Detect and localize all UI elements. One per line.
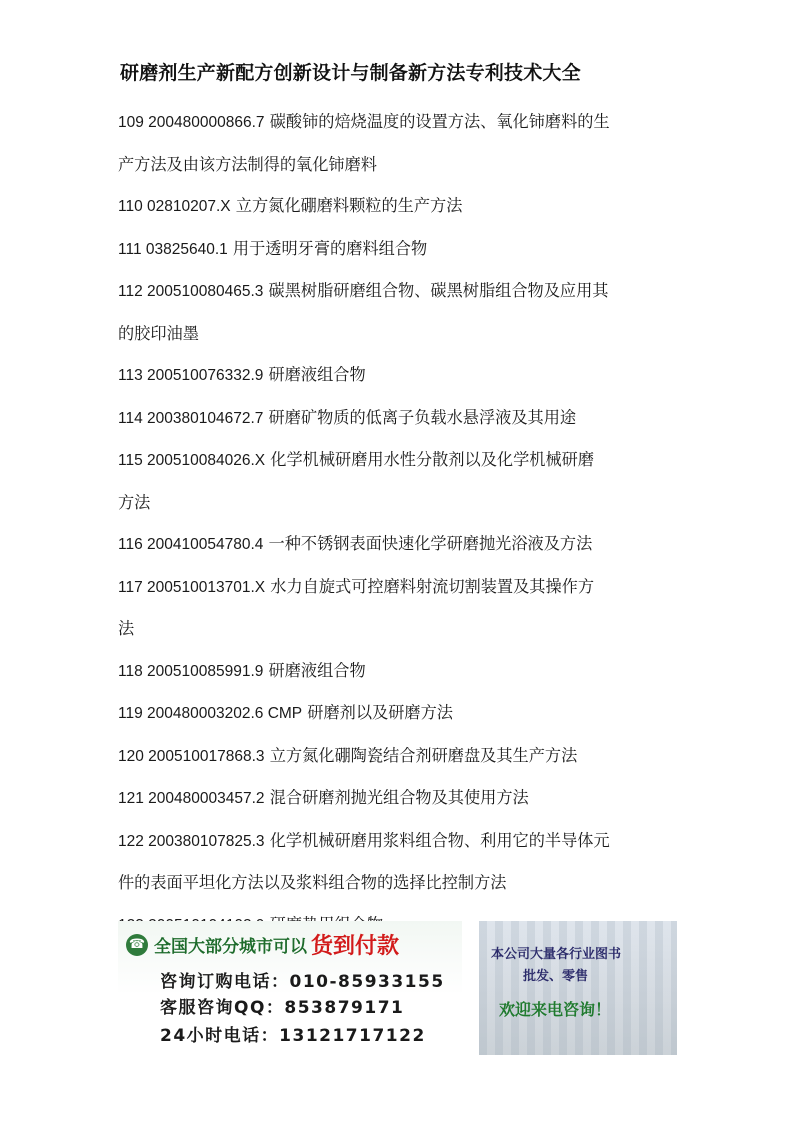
- patent-title: 碳黑树脂研磨组合物、碳黑树脂组合物及应用其: [268, 281, 609, 300]
- hotline: 24小时电话：13121717122: [160, 1026, 426, 1046]
- patent-entry: [118, 101, 684, 144]
- patent-title-continuation: 法: [118, 619, 135, 638]
- patent-title: 研磨剂以及研磨方法: [307, 703, 453, 722]
- patent-entry: [118, 820, 684, 863]
- cod-row: [126, 929, 399, 960]
- cod-strong: 货到付款: [311, 934, 400, 959]
- bookstore-ad-banner: [479, 921, 677, 1055]
- patent-title: 一种不锈钢表面快速化学研磨抛光浴液及方法: [268, 534, 593, 553]
- patent-number: 112 200510080465.3: [118, 283, 264, 300]
- patent-title-continuation: 产方法及由该方法制得的氧化铈磨料: [118, 154, 377, 174]
- patent-entry: [118, 692, 684, 735]
- patent-entry: [118, 777, 684, 820]
- patent-entry: [118, 735, 684, 778]
- patent-entry: [118, 397, 684, 440]
- cod-ad-banner: [118, 921, 462, 1055]
- patent-list: [118, 101, 684, 946]
- page-title: 研磨剂生产新配方创新设计与制备新方法专利技术大全: [120, 62, 581, 84]
- bookstore-line-3: 欢迎来电咨询！: [499, 1000, 612, 1019]
- phone-icon: ☎: [126, 934, 148, 956]
- patent-title: 化学机械研磨用水性分散剂以及化学机械研磨: [270, 450, 595, 469]
- patent-number: 120 200510017868.3: [118, 747, 265, 765]
- patent-number: 121 200480003457.2: [118, 790, 265, 807]
- patent-title: 研磨液组合物: [268, 365, 366, 384]
- patent-number: 111 03825640.1: [118, 240, 228, 258]
- patent-number: 119 200480003202.6 CMP: [118, 705, 303, 722]
- patent-title: 化学机械研磨用浆料组合物、利用它的半导体元: [269, 830, 610, 850]
- patent-number: 115 200510084026.X: [118, 452, 266, 469]
- patent-number: 118 200510085991.9: [118, 662, 264, 680]
- patent-entry: [118, 650, 684, 693]
- patent-title: 用于透明牙膏的磨料组合物: [232, 238, 428, 258]
- patent-title-continuation: 件的表面平坦化方法以及浆料组合物的选择比控制方法: [118, 873, 507, 892]
- patent-number: 116 200410054780.4: [118, 536, 264, 553]
- patent-entry: [118, 439, 684, 482]
- patent-title: 研磨矿物质的低离子负载水悬浮液及其用途: [268, 407, 577, 427]
- patent-title-continuation: 方法: [118, 492, 151, 512]
- patent-title: 立方氮化硼陶瓷结合剂研磨盘及其生产方法: [269, 745, 578, 765]
- patent-entry: [118, 523, 684, 566]
- patent-title: 立方氮化硼磨料颗粒的生产方法: [235, 196, 463, 215]
- patent-title: 水力自旋式可控磨料射流切割装置及其操作方: [270, 576, 595, 596]
- patent-title: 混合研磨剂抛光组合物及其使用方法: [269, 788, 529, 807]
- patent-number: 109 200480000866.7: [118, 114, 265, 131]
- cod-prefix: 全国大部分城市可以: [154, 937, 307, 957]
- order-phone: 咨询订购电话：010-85933155: [160, 972, 445, 992]
- patent-title: 碳酸铈的焙烧温度的设置方法、氧化铈磨料的生: [269, 112, 610, 131]
- bookstore-line-2: 批发、零售: [523, 969, 589, 984]
- patent-entry: [118, 270, 684, 313]
- patent-entry: [118, 185, 684, 228]
- patent-entry: [118, 228, 684, 271]
- patent-entry: [118, 354, 684, 397]
- patent-number: 117 200510013701.X: [118, 578, 266, 596]
- patent-title-continuation: 的胶印油墨: [118, 323, 199, 343]
- patent-number: 114 200380104672.7: [118, 409, 264, 427]
- patent-entry: [118, 566, 684, 609]
- service-qq: 客服咨询QQ：853879171: [160, 998, 405, 1018]
- patent-number: 122 200380107825.3: [118, 832, 265, 850]
- bookstore-line-1: 本公司大量各行业图书: [491, 947, 622, 962]
- patent-number: 110 02810207.X: [118, 198, 231, 215]
- patent-number: 113 200510076332.9: [118, 367, 264, 384]
- patent-title: 研磨液组合物: [268, 660, 366, 680]
